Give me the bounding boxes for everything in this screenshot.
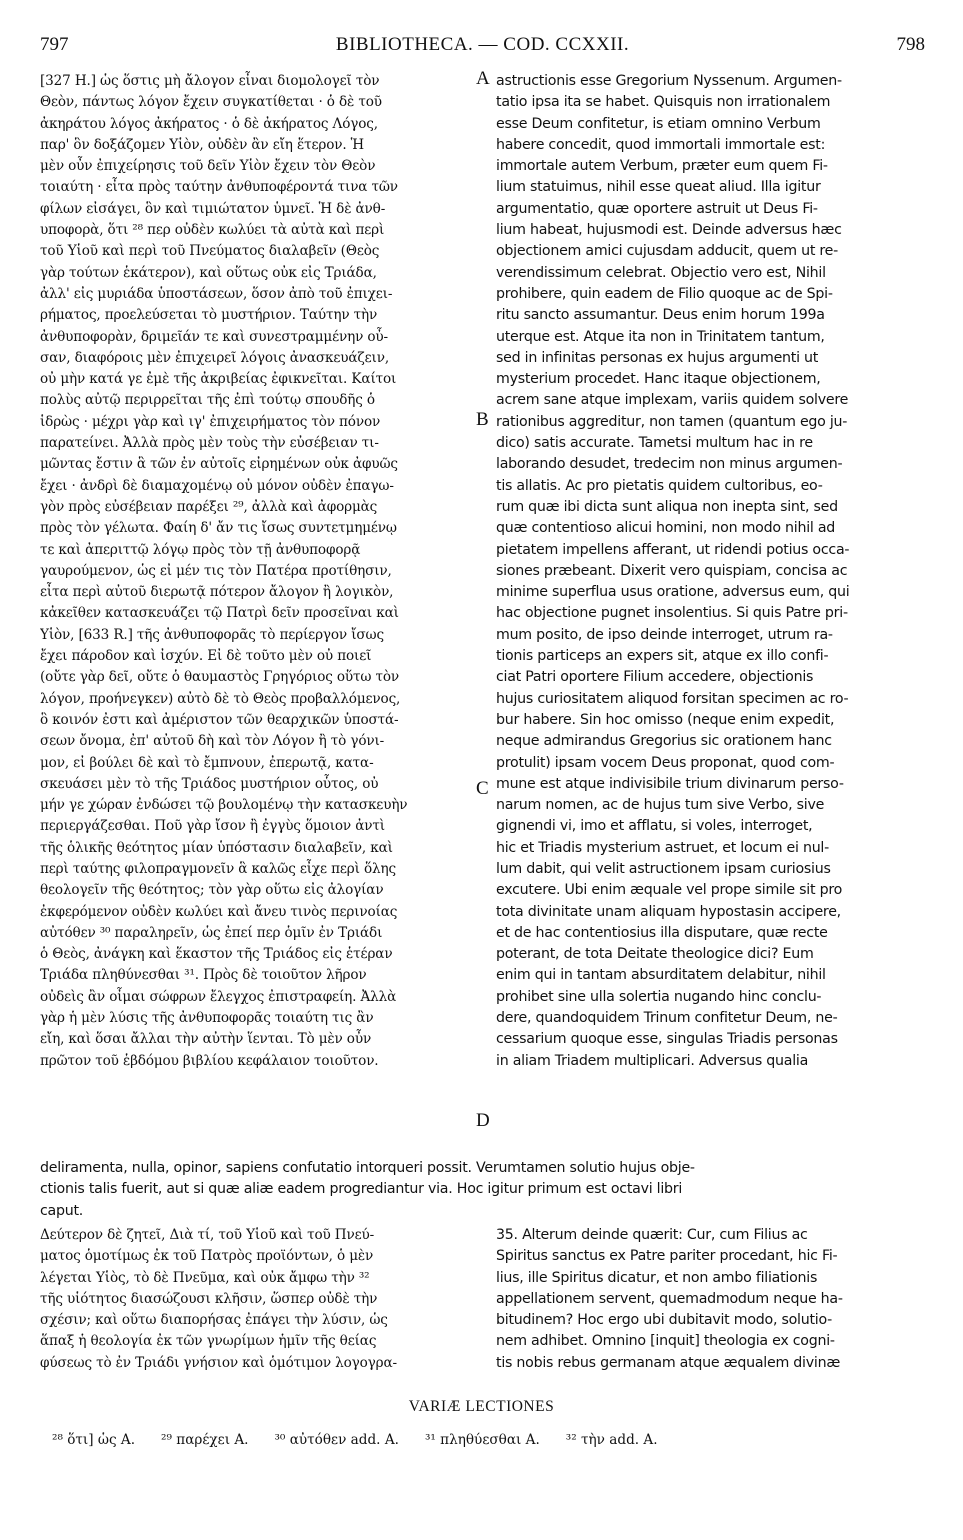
- greek-text-line: ἀνθυποφορὰν, δριμεῖάν τε καὶ συνεστραμμένην οὖ-: [40, 328, 388, 345]
- variant-reading-note: ³² τὴν add. A.: [565, 1432, 658, 1448]
- greek-text-line: φίλων εἰσάγει, ὃν καὶ τιμιώτατον ὑμνεῖ. Ἡ δὲ ἀνθ-: [40, 200, 386, 217]
- latin-text-line: poterant, de tota Deitate theologice dici? Eum: [496, 946, 814, 963]
- greek-column-bottom: [40, 1225, 472, 1374]
- greek-text-line: ἅπαξ ἡ θεολογία ἐκ τῶν γνωρίμων ἡμῖν τῆς θείας: [40, 1333, 377, 1350]
- latin-text-line: prohibet sine ulla solertia nugando hinc conclu-: [496, 988, 822, 1005]
- latin-text-line: ritu sancto assumantur. Deus enim horum 199a: [496, 307, 825, 324]
- greek-text-line: πρὸς τὸν γέλωτα. Φαίη δ' ἄν τις ἴσως συντετμημένῳ: [40, 520, 397, 537]
- greek-text-line: Θεὸν, πάντως λόγον ἔχειν συγκατίθεται · ὁ δὲ τοῦ: [40, 94, 382, 111]
- greek-text-line: περὶ ταύτης φιλοπραγμονεῖν ἃ καλῶς εἶχε περὶ ὅλης: [40, 860, 396, 877]
- greek-text-line: Τριάδα πληθύνεσθαι ³¹. Πρὸς δὲ τοιοῦτον λῆρον: [40, 967, 367, 984]
- greek-text-line: ἐκφερόμενον οὐδὲν κωλύει καὶ ἄνευ τινὸς περινοίας: [40, 903, 398, 920]
- margin-letter-d: D: [476, 1110, 490, 1131]
- latin-text-line: Spiritus sanctus ex Patre pariter procedant, hic Fi-: [496, 1248, 838, 1265]
- latin-text-line: narum nomen, ac de hujus tum sive Verbo, sive: [496, 797, 825, 814]
- page-header: [40, 34, 925, 60]
- greek-text-line: πολὺς αὐτῷ περιρρεῖται τῆς ἐπὶ τούτῳ σπουδῆς ὁ: [40, 392, 375, 409]
- latin-text-line: laborando desudet, tredecim non minus argumen-: [496, 456, 843, 473]
- latin-text-line: cessarium quoque esse, singulas Triadis personas: [496, 1031, 838, 1048]
- latin-text-line: lius, ille Spiritus dicatur, et non ambo filiationis: [496, 1269, 818, 1286]
- latin-text-line: ciat Patri oportere Filium accedere, objectionis: [496, 669, 814, 686]
- variant-reading-note: ²⁸ ὅτι] ὡς A.: [52, 1432, 136, 1448]
- greek-text-line: [327 H.] ὡς ὅστις μὴ ἄλογον εἶναι διομολογεῖ τὸν: [40, 73, 380, 89]
- latin-text-line: appellationem servent, quemadmodum neque ha-: [496, 1290, 843, 1307]
- latin-text-line: mysterium procedet. Hanc itaque objectionem,: [496, 371, 821, 388]
- latin-text-line: tatio ipsa ita se habet. Quisquis non irrationalem: [496, 94, 831, 111]
- latin-column-bottom: [496, 1225, 926, 1374]
- latin-text-line: nem adhibet. Omnino [inquit] theologia ex cogni-: [496, 1333, 835, 1350]
- greek-text-line: φύσεως τὸ ἐν Τριάδι γνήσιον καὶ ὁμότιμον λογογρα-: [40, 1354, 397, 1371]
- greek-text-line: γὰρ ἡ μὲν λύσις τῆς ἀνθυποφορᾶς τοιαύτη τις ἂν: [40, 1010, 374, 1027]
- margin-letter-a: A: [476, 68, 490, 89]
- variant-reading-note: ³⁰ αὐτόθεν add. A.: [274, 1432, 399, 1448]
- latin-text-line: protulit) ipsam vocem Deus proponat, quod com-: [496, 754, 835, 771]
- margin-letter-c: C: [476, 778, 489, 799]
- latin-text-line: hac objectione pugnet insolentius. Si quis Patre pri-: [496, 605, 848, 622]
- running-title: BIBLIOTHECA. — COD. CCXXII.: [335, 34, 630, 55]
- variae-lectiones-notes: [52, 1432, 932, 1448]
- latin-text-line: deliramenta, nulla, opinor, sapiens confutatio intorqueri possit. Verumtamen solutio hujus obje-: [40, 1160, 695, 1176]
- greek-text-line: ὁ Θεὸς, ἀνάγκη καὶ ἕκαστον τῆς Τριάδος εἰς ἑτέραν: [40, 946, 393, 963]
- greek-text-line: κἀκεῖθεν κατασκευάζει τῷ Πατρὶ δεῖν προσεῖναι καὶ: [40, 605, 399, 622]
- latin-text-line: 35. Alterum deinde quærit: Cur, cum Filius ac: [496, 1227, 808, 1243]
- latin-column-top: [496, 71, 926, 1072]
- greek-text-line: εἴη, καὶ ὅσαι ἄλλαι τὴν αὐτὴν ἵενται. Τὸ μὲν οὖν: [40, 1031, 372, 1048]
- greek-text-line: Δεύτερον δὲ ζητεῖ, Διὰ τί, τοῦ Υἱοῦ καὶ τοῦ Πνεύ-: [40, 1227, 375, 1243]
- greek-text-line: τῆς ὁλικῆς θεότητος μίαν ὑπόστασιν διαλαβεῖν, καὶ: [40, 839, 393, 856]
- greek-column-top: [40, 71, 472, 1072]
- greek-text-line: σχέσιν; καὶ οὕτω διαπορήσας ἐπάγει τὴν λύσιν, ὡς: [40, 1312, 388, 1329]
- latin-text-line: bur habere. Sin hoc omisso (neque enim expedit,: [496, 711, 835, 728]
- latin-text-line: lium habeat, hujusmodi est. Deinde adversus hæc: [496, 222, 842, 239]
- latin-text-line: quæ contentioso alicui homini, non modo nihil ad: [496, 520, 836, 537]
- latin-text-line: enim qui in tantam absurditatem delabitur, nihil: [496, 967, 826, 984]
- greek-text-line: γὸν πρὸς εὐσέβειαν παρέξει ²⁹, ἀλλὰ καὶ ἀφορμὰς: [40, 498, 378, 515]
- latin-text-line: bitudinem? Hoc ergo ubi dubitavit modo, solutio-: [496, 1312, 833, 1329]
- greek-text-line: μήν γε χώραν ἐνδώσει τῷ βουλομένῳ τὴν κατασκευὴν: [40, 797, 408, 814]
- latin-text-line: hic et Triadis mysterium astruet, et locum ei nul-: [496, 839, 829, 856]
- greek-text-line: μον, εἰ βούλει δὲ καὶ τὸ ἔμπνουν, ἐπερωτᾷ, κατα-: [40, 754, 374, 771]
- latin-text-line: neque admirandus Gregorius sic orationem hanc: [496, 733, 832, 750]
- greek-text-line: ἔχει · ἀνδρὶ δὲ διαμαχομένῳ οὐ μόνον οὐδὲν ἐπαγω-: [40, 477, 394, 494]
- greek-text-line: εἶτα περὶ αὐτοῦ διερωτᾷ πότερον ἄλογον ἢ λογικὸν,: [40, 584, 394, 601]
- latin-text-line: mum posito, de ipso deinde interroget, utrum ra-: [496, 626, 833, 643]
- greek-text-line: παρ' ὃν δοξάζομεν Υἱὸν, οὐδὲν ἂν εἴη ἕτερον. Ἡ: [40, 136, 365, 153]
- margin-letter-b: B: [476, 409, 489, 430]
- latin-text-line: mune est atque indivisibile trium divinarum perso-: [496, 775, 844, 792]
- latin-text-line: tis nobis rebus germanam atque æqualem divinæ: [496, 1354, 840, 1371]
- variant-reading-note: ²⁹ παρέχει A.: [161, 1432, 249, 1448]
- latin-text-line: rationibus aggreditur, non tamen (quantum ego ju-: [496, 413, 848, 430]
- greek-text-line: οὐδεὶς ἂν οἶμαι σώφρων ἔλεγχος ἐπιστραφείη. Ἀλλὰ: [40, 988, 397, 1005]
- latin-text-line: lium statuimus, nihil esse queat aliud. Illa igitur: [496, 179, 821, 196]
- latin-text-line: tionis particeps an expers sit, atque ex illo confi-: [496, 648, 829, 665]
- latin-text-line: immortale autem Verbum, præter eum quem Fi-: [496, 158, 828, 175]
- greek-text-line: ἀλλ' εἰς μυριάδα ὑποστάσεων, ὅσον ἀπὸ τοῦ ἐπιχει-: [40, 285, 393, 302]
- latin-text-line: hujus curiositatem aliquod forsitan specimen ac ro-: [496, 690, 849, 707]
- greek-text-line: οὐ μὴν κατά γε ἐμὲ τῆς ἀκριβείας ἐφικνεῖται. Καίτοι: [40, 371, 397, 388]
- latin-text-line: dere, quandoquidem Trinum confitetur Deum, ne-: [496, 1010, 838, 1027]
- greek-text-line: λόγον, προήνεγκεν) αὐτὸ δὲ τὸ Θεὸς προβαλλόμενος,: [40, 690, 401, 707]
- latin-text-line: gignendi vi, imo et afflatu, si voles, interroget,: [496, 818, 813, 835]
- latin-text-line: sed in infinitas personas ex hujus argumenti ut: [496, 349, 819, 366]
- greek-text-line: πρῶτον τοῦ ἑβδόμου βιβλίου κεφάλαιον τοιοῦτον.: [40, 1052, 379, 1069]
- latin-text-line: astructionis esse Gregorium Nyssenum. Argumen-: [496, 73, 842, 89]
- latin-text-line: esse Deum confitetur, is etiam omnino Verbum: [496, 115, 821, 132]
- latin-text-line: in aliam Triadem multiplicari. Adversus qualia: [496, 1052, 809, 1069]
- latin-text-line: prohibere, quin eadem de Filio quoque ac de Spi-: [496, 285, 833, 302]
- greek-text-line: τοῦ Υἱοῦ καὶ περὶ τοῦ Πνεύματος διαλαβεῖν (Θεὸς: [40, 243, 380, 260]
- latin-text-line: minime superflua usus oratione, adversus eum, qui: [496, 584, 850, 601]
- greek-text-line: (οὔτε γὰρ δεῖ, οὔτε ὁ θαυμαστὸς Γρηγόριος οὕτω τὸν: [40, 669, 400, 686]
- latin-text-line: siones præbeant. Dixerit vero quispiam, concisa ac: [496, 562, 848, 579]
- greek-text-line: ὃ κοινόν ἐστι καὶ ἀμέριστον τῶν θεαρχικῶν ὑποστά-: [40, 711, 399, 728]
- greek-text-line: τε καὶ ἀπεριττῷ λόγῳ πρὸς τὸν τῇ ἀνθυποφορᾷ: [40, 541, 361, 558]
- latin-text-line: pietatem impellens afferant, ut ridendi potius occa-: [496, 541, 850, 558]
- latin-text-line: verendissimum celebrat. Objectio vero est, Nihil: [496, 264, 826, 281]
- latin-text-line: rum quæ ibi dicta sunt aliqua non inepta sint, sed: [496, 498, 838, 515]
- greek-text-line: σεων ὄνομα, ἐπ' αὐτοῦ δὴ καὶ τὸν Λόγον ἢ τὸ γόνι-: [40, 733, 385, 750]
- variae-lectiones-title: VARIÆ LECTIONES: [408, 1398, 555, 1415]
- latin-text-line: objectionem amici cujusdam adducit, quem ut re-: [496, 243, 839, 260]
- latin-text-line: acrem sane atque implexam, variis quidem solvere: [496, 392, 849, 409]
- variant-reading-note: ³¹ πληθύεσθαι A.: [424, 1432, 540, 1448]
- greek-text-line: τοιαύτη · εἶτα πρὸς ταύτην ἀνθυποφέροντά τινα τῶν: [40, 179, 398, 196]
- page-number-right: 798: [896, 34, 925, 55]
- greek-text-line: ματος ὁμοτίμως ἐκ τοῦ Πατρὸς προϊόντων, ὁ μὲν: [40, 1248, 374, 1265]
- greek-text-line: αὐτόθεν ³⁰ παραληρεῖν, ὡς ἐπεί περ ὁμῖν ἐν Τριάδι: [40, 924, 383, 941]
- latin-text-line: uterque est. Atque ita non in Trinitatem tantum,: [496, 328, 825, 345]
- greek-text-line: μὲν οὖν ἐπιχείρησις τοῦ δεῖν Υἱὸν ἔχειν τὸν Θεὸν: [40, 158, 376, 175]
- latin-text-line: caput.: [40, 1202, 84, 1219]
- greek-text-line: ρήματος, προελεύσεται τὸ μυστήριον. Ταύτην τὴν: [40, 307, 378, 324]
- greek-text-line: παρατείνει. Ἀλλὰ πρὸς μὲν τοὺς τὴν εὐσέβειαν τι-: [40, 435, 379, 452]
- greek-text-line: σκευάσει μὲν τὸ τῆς Τριάδος μυστήριον οὗτος, οὐ: [40, 775, 379, 792]
- greek-text-line: μῶντας ἔστιν ἃ τῶν ἐν αὐτοῖς εἰρημένων οὐκ ἀφυῶς: [40, 456, 398, 473]
- page-number-left: 797: [40, 34, 69, 55]
- greek-text-line: ἀκηράτου λόγος ἀκήρατος · ὁ δὲ ἀκήρατος Λόγος,: [40, 115, 378, 132]
- greek-text-line: ἔχει πάροδον καὶ ἰσχύν. Εἰ δὲ τοῦτο μὲν οὐ ποιεῖ: [40, 648, 372, 665]
- greek-text-line: θεολογεῖν τῆς θεότητος; τὸν γὰρ οὕτω εἰς ἀλογίαν: [40, 882, 384, 899]
- greek-text-line: γὰρ τούτων ἑκάτερον), καὶ οὕτως οὐκ εἰς Τριάδα,: [40, 264, 377, 281]
- latin-full-width: [40, 1158, 926, 1222]
- latin-text-line: ctionis talis fuerit, aut si quæ aliæ eadem progrediantur via. Hoc igitur primum est octavi libri: [40, 1181, 683, 1198]
- latin-text-line: tis allatis. Ac pro pietatis quidem cultoribus, eo-: [496, 477, 823, 494]
- greek-text-line: τῆς υἱότητος διασώζουσι κλῆσιν, ὥσπερ οὐδὲ τὴν: [40, 1290, 378, 1307]
- latin-text-line: tota divinitate unam aliquam hypostasin accipere,: [496, 903, 841, 920]
- greek-text-line: ἱδρὼς · μέχρι γὰρ καὶ ιγ' ἐπιχειρήματος τὸν πόνον: [40, 413, 381, 430]
- greek-text-line: σαν, διαφόροις μὲν ἐπιχειρεῖ λόγοις ἀνασκευάζειν,: [40, 349, 390, 366]
- greek-text-line: περιεργάζεσθαι. Ποῦ γὰρ ἴσον ἢ ἐγγὺς ὅμοιον ἀντὶ: [40, 818, 385, 835]
- latin-text-line: habere concedit, quod immortali immortale est:: [496, 136, 826, 153]
- greek-text-line: λέγεται Υἱὸς, τὸ δὲ Πνεῦμα, καὶ οὐκ ἄμφω τὴν ³²: [40, 1269, 370, 1286]
- latin-text-line: et de hac contentiosius illa disputare, quæ recte: [496, 924, 828, 941]
- latin-text-line: excutere. Ubi enim æquale vel prope simile sit pro: [496, 882, 843, 899]
- greek-text-line: Υἱὸν, [633 R.] τῆς ἀνθυποφορᾶς τὸ περίεργον ἴσως: [40, 626, 384, 643]
- greek-text-line: γαυρούμενον, ὡς εἰ μέν τις τὸν Πατέρα προτίθησιν,: [40, 562, 392, 579]
- latin-text-line: dico) satis accurate. Tametsi multum hac in re: [496, 435, 813, 452]
- latin-text-line: argumentatio, quæ oportere astruit ut Deus Fi-: [496, 200, 818, 217]
- latin-text-line: lum dabit, qui velit astructionem ipsam curiosius: [496, 860, 831, 877]
- greek-text-line: υποφορὰ, ὅτι ²⁸ περ οὐδὲν κωλύει τὰ αὐτὰ καὶ περὶ: [40, 222, 385, 239]
